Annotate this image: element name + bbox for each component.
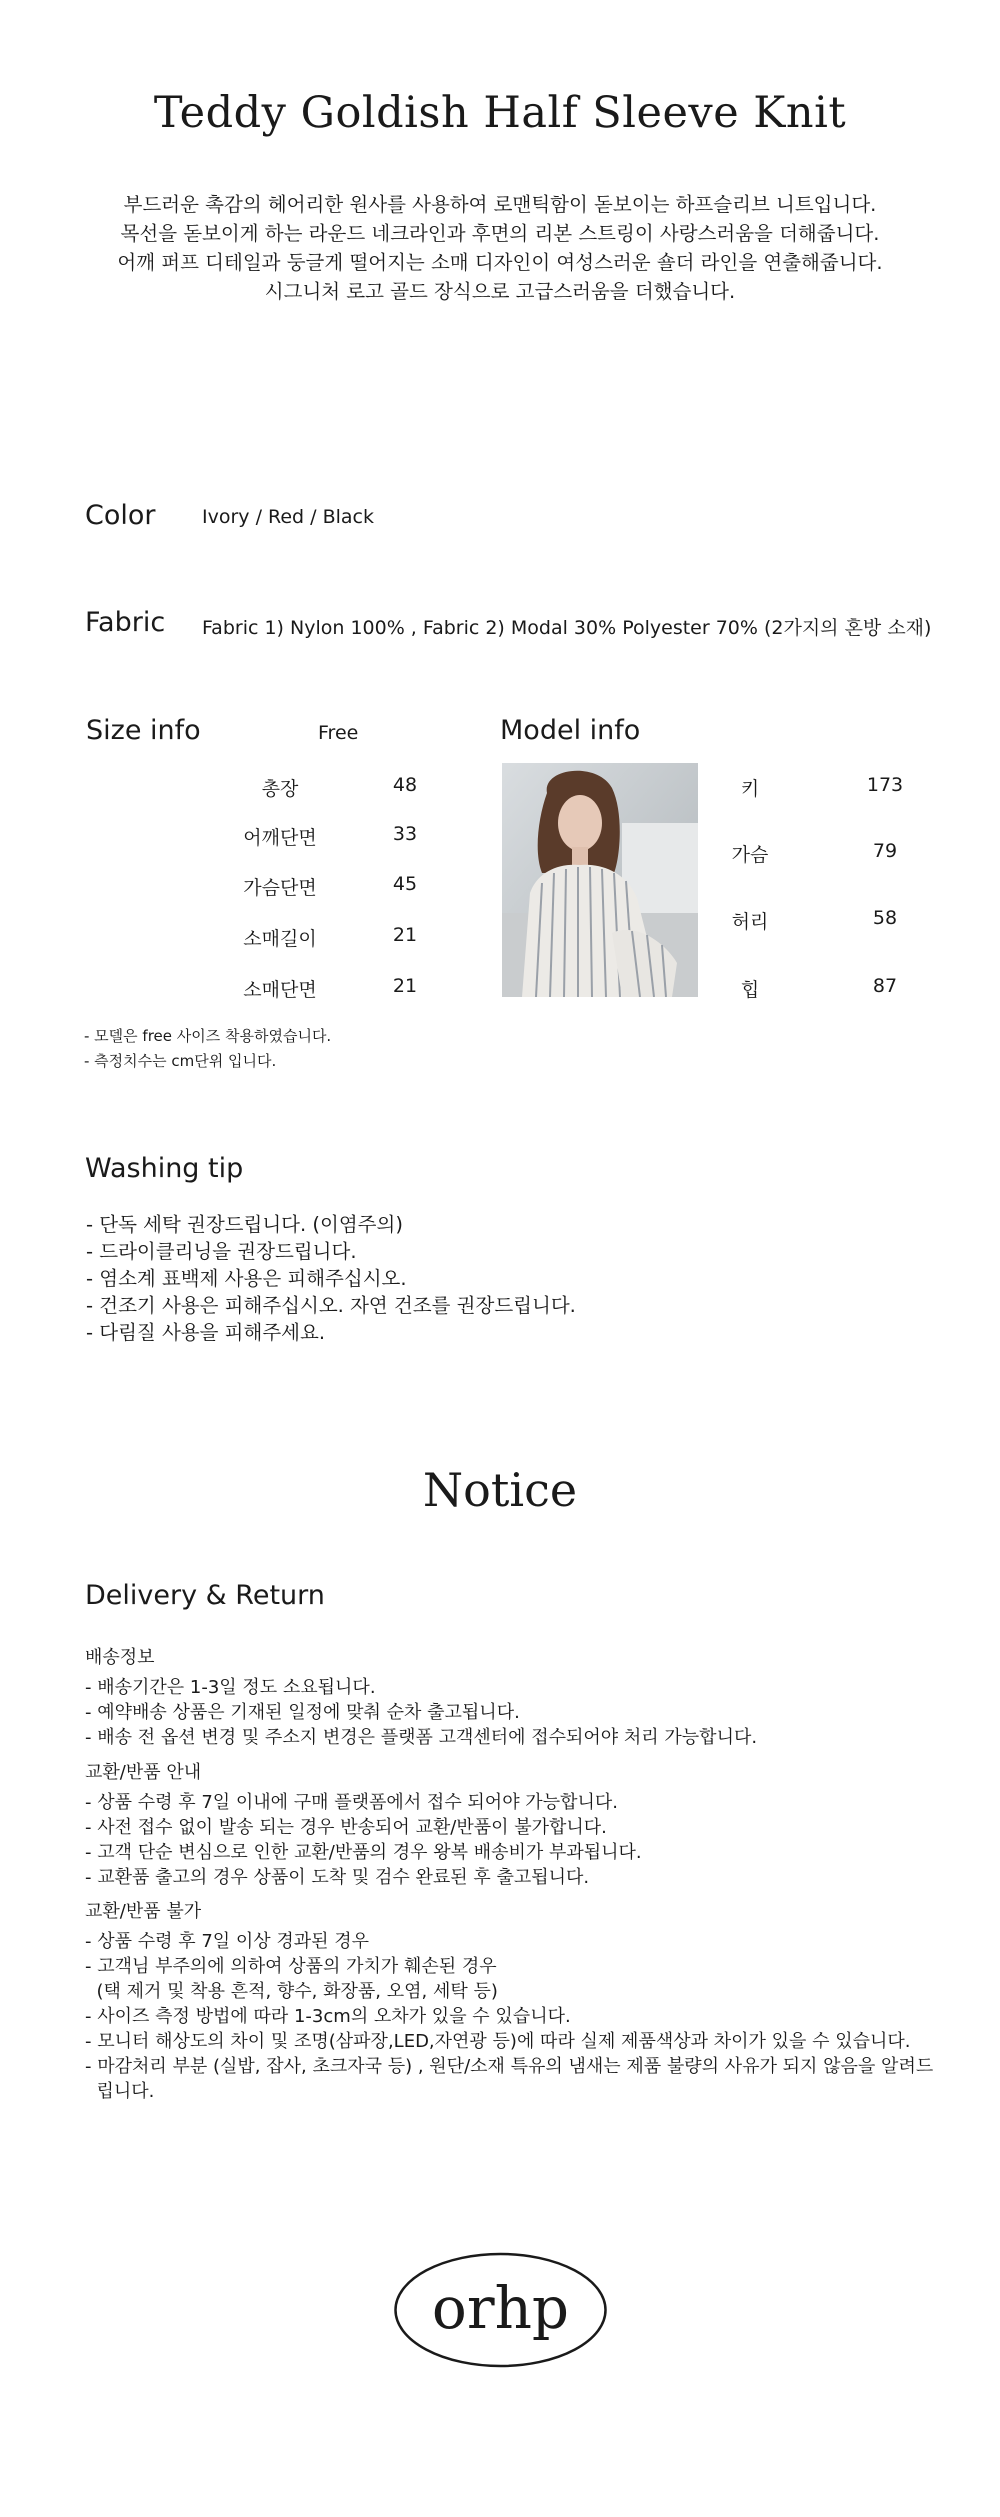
model-info-label: Model info bbox=[500, 715, 641, 746]
fabric-value: Fabric 1) Nylon 100% , Fabric 2) Modal 30% Polyester 70% (2가지의 혼방 소재) bbox=[202, 617, 932, 639]
size-note: - 측정치수는 cm단위 입니다. bbox=[84, 1052, 277, 1070]
color-label: Color bbox=[85, 500, 156, 531]
model-row-name: 허리 bbox=[731, 911, 769, 933]
size-row-name: 소매길이 bbox=[243, 928, 317, 950]
model-row-value: 173 bbox=[866, 774, 904, 796]
section-heading: 배송정보 bbox=[85, 1647, 155, 1668]
model-row-name: 힙 bbox=[740, 979, 760, 1001]
description-line: 시그니처 로고 골드 장식으로 고급스러움을 더했습니다. bbox=[264, 280, 736, 303]
model-row-value: 79 bbox=[872, 840, 898, 862]
size-row-value: 45 bbox=[392, 873, 418, 895]
size-row-name: 소매단면 bbox=[243, 979, 317, 1001]
washing-item: - 드라이클리닝을 권장드립니다. bbox=[86, 1240, 357, 1263]
size-name: Free bbox=[318, 722, 359, 744]
model-row-name: 키 bbox=[740, 778, 760, 800]
delivery-section bbox=[85, 1643, 757, 1750]
product-title: Teddy Goldish Half Sleeve Knit bbox=[153, 88, 847, 138]
size-row-value: 21 bbox=[392, 924, 418, 946]
brand-logo bbox=[393, 2250, 608, 2370]
section-line: - 사이즈 측정 방법에 따라 1-3cm의 오차가 있을 수 있습니다. bbox=[85, 2006, 571, 2027]
washing-list bbox=[86, 1211, 576, 1346]
size-notes bbox=[84, 1024, 331, 1074]
exchange-section bbox=[85, 1758, 642, 1890]
color-value: Ivory / Red / Black bbox=[202, 506, 374, 528]
section-heading: 교환/반품 불가 bbox=[85, 1901, 202, 1922]
section-line: - 교환품 출고의 경우 상품이 도착 및 검수 완료된 후 출고됩니다. bbox=[85, 1867, 590, 1888]
fabric-label: Fabric bbox=[85, 607, 166, 638]
washing-item: - 염소계 표백제 사용은 피해주십시오. bbox=[86, 1267, 407, 1290]
section-line: - 고객님 부주의에 의하여 상품의 가치가 훼손된 경우 bbox=[85, 1956, 497, 1977]
size-note: - 모델은 free 사이즈 착용하였습니다. bbox=[84, 1027, 332, 1045]
section-line: - 배송기간은 1-3일 정도 소요됩니다. bbox=[85, 1677, 376, 1698]
size-row-name: 가슴단면 bbox=[243, 877, 317, 899]
section-line: - 사전 접수 없이 발송 되는 경우 반송되어 교환/반품이 불가합니다. bbox=[85, 1817, 607, 1838]
size-info-label: Size info bbox=[86, 715, 201, 746]
section-line: - 상품 수령 후 7일 이상 경과된 경우 bbox=[85, 1931, 370, 1952]
size-row-name: 어깨단면 bbox=[243, 827, 317, 849]
description-line: 목선을 돋보이게 하는 라운드 네크라인과 후면의 리본 스트링이 사랑스러움을 더해줍니다. bbox=[120, 222, 880, 245]
section-line: - 마감처리 부분 (실밥, 잡사, 초크자국 등) , 원단/소재 특유의 냄새는 제품 불량의 사유가 되지 않음을 알려드 bbox=[85, 2056, 934, 2077]
section-heading: 교환/반품 안내 bbox=[85, 1762, 202, 1783]
size-row-value: 33 bbox=[392, 823, 418, 845]
description-line: 부드러운 촉감의 헤어리한 원사를 사용하여 로맨틱함이 돋보이는 하프슬리브 니트입니다. bbox=[123, 193, 877, 216]
model-row-name: 가슴 bbox=[731, 844, 769, 866]
no-exchange-section bbox=[85, 1897, 933, 2104]
washing-item: - 다림질 사용을 피해주세요. bbox=[86, 1321, 326, 1344]
model-row-value: 58 bbox=[872, 907, 898, 929]
model-photo bbox=[502, 763, 698, 997]
size-row-value: 21 bbox=[392, 975, 418, 997]
section-line: - 배송 전 옵션 변경 및 주소지 변경은 플랫폼 고객센터에 접수되어야 처리 가능합니다. bbox=[85, 1727, 758, 1748]
size-row-value: 48 bbox=[392, 774, 418, 796]
section-line: (택 제거 및 착용 흔적, 향수, 화장품, 오염, 세탁 등) bbox=[85, 1981, 498, 2002]
section-line: 립니다. bbox=[85, 2081, 155, 2102]
description-line: 어깨 퍼프 디테일과 둥글게 떨어지는 소매 디자인이 여성스러운 숄더 라인을 연출해줍니다. bbox=[117, 251, 883, 274]
model-row-value: 87 bbox=[872, 975, 898, 997]
section-line: - 상품 수령 후 7일 이내에 구매 플랫폼에서 접수 되어야 가능합니다. bbox=[85, 1792, 618, 1813]
product-description bbox=[0, 190, 1000, 306]
size-row-name: 총장 bbox=[261, 778, 299, 800]
delivery-return-title: Delivery & Return bbox=[85, 1580, 325, 1611]
section-line: - 고객 단순 변심으로 인한 교환/반품의 경우 왕복 배송비가 부과됩니다. bbox=[85, 1842, 642, 1863]
washing-tip-label: Washing tip bbox=[85, 1153, 244, 1184]
washing-item: - 건조기 사용은 피해주십시오. 자연 건조를 권장드립니다. bbox=[86, 1294, 576, 1317]
notice-title: Notice bbox=[422, 1463, 578, 1517]
section-line: - 모니터 해상도의 차이 및 조명(삼파장,LED,자연광 등)에 따라 실제 제품색상과 차이가 있을 수 있습니다. bbox=[85, 2031, 911, 2052]
washing-item: - 단독 세탁 권장드립니다. (이염주의) bbox=[86, 1213, 403, 1236]
section-line: - 예약배송 상품은 기재된 일정에 맞춰 순차 출고됩니다. bbox=[85, 1702, 520, 1723]
brand-logo-text: orhp bbox=[431, 2274, 570, 2342]
